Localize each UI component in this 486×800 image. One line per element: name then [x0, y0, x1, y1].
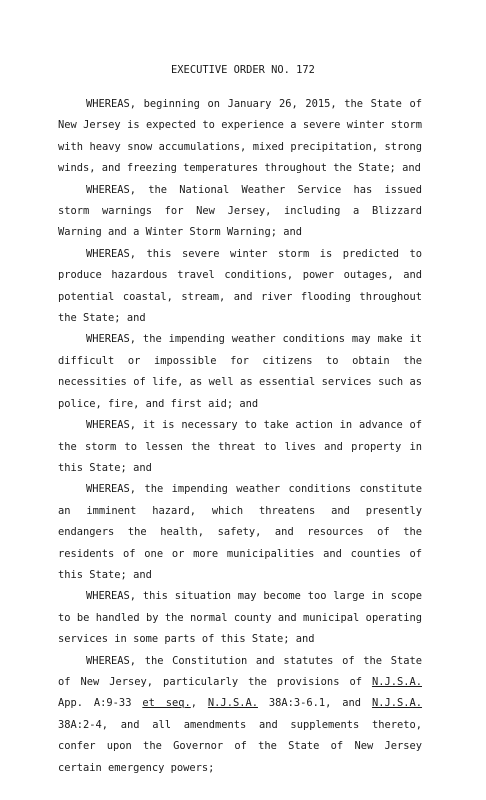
text-segment: 38A:3-6.1, and: [257, 697, 372, 710]
paragraph-emergency-powers: [58, 651, 422, 779]
statute-citation: N.J.S.A.: [207, 697, 258, 710]
statute-citation: N.J.S.A.: [371, 675, 422, 688]
statute-citation: N.J.S.A.: [371, 697, 423, 710]
text-segment: 38A:2-4, and all amendments and supplements thereto, confer upon the Governor of the State of New Jersey certain emergency powers;: [58, 718, 422, 774]
paragraph-weather-warnings: WHEREAS, the National Weather Service has issued storm warnings for New Jersey, including a Blizzard Warning and a Winter Storm Warning; and: [58, 183, 422, 239]
document-title: EXECUTIVE ORDER NO. 172: [171, 64, 315, 76]
paragraph-necessities-of-life: WHEREAS, the impending weather conditions may make it difficult or impossible for citizens to obtain the necessities of life, as well as essential services such as police, fire, and first aid; and: [58, 333, 422, 410]
et-seq-citation: et seq.: [142, 697, 191, 710]
text-segment: WHEREAS, the Constitution and statutes of the State of New Jersey, particularly the provisions of: [58, 654, 422, 688]
paragraph-scope: WHEREAS, this situation may become too large in scope to be handled by the normal county and municipal operating services in some parts of this State; and: [58, 590, 422, 646]
text-segment: ,: [190, 697, 208, 710]
paragraph-storm-expected: WHEREAS, beginning on January 26, 2015, the State of New Jersey is expected to experience a severe winter storm with heavy snow accumulations, mixed precipitation, strong winds, and freezing temperatures throughout the State; and: [58, 98, 422, 175]
paragraph-imminent-hazard: WHEREAS, the impending weather conditions constitute an imminent hazard, which threatens and presently endangers the health, safety, and resources of the residents of one or more municipalities and counties of this State; and: [58, 483, 422, 581]
document-body: [58, 94, 422, 779]
text-segment: App. A:9-33: [58, 697, 143, 710]
paragraph-advance-action: WHEREAS, it is necessary to take action in advance of the storm to lessen the threat to lives and property in this State; and: [58, 419, 422, 474]
paragraph-hazardous-conditions: WHEREAS, this severe winter storm is predicted to produce hazardous travel conditions, power outages, and potential coastal, stream, and river flooding throughout the State; and: [58, 247, 422, 325]
